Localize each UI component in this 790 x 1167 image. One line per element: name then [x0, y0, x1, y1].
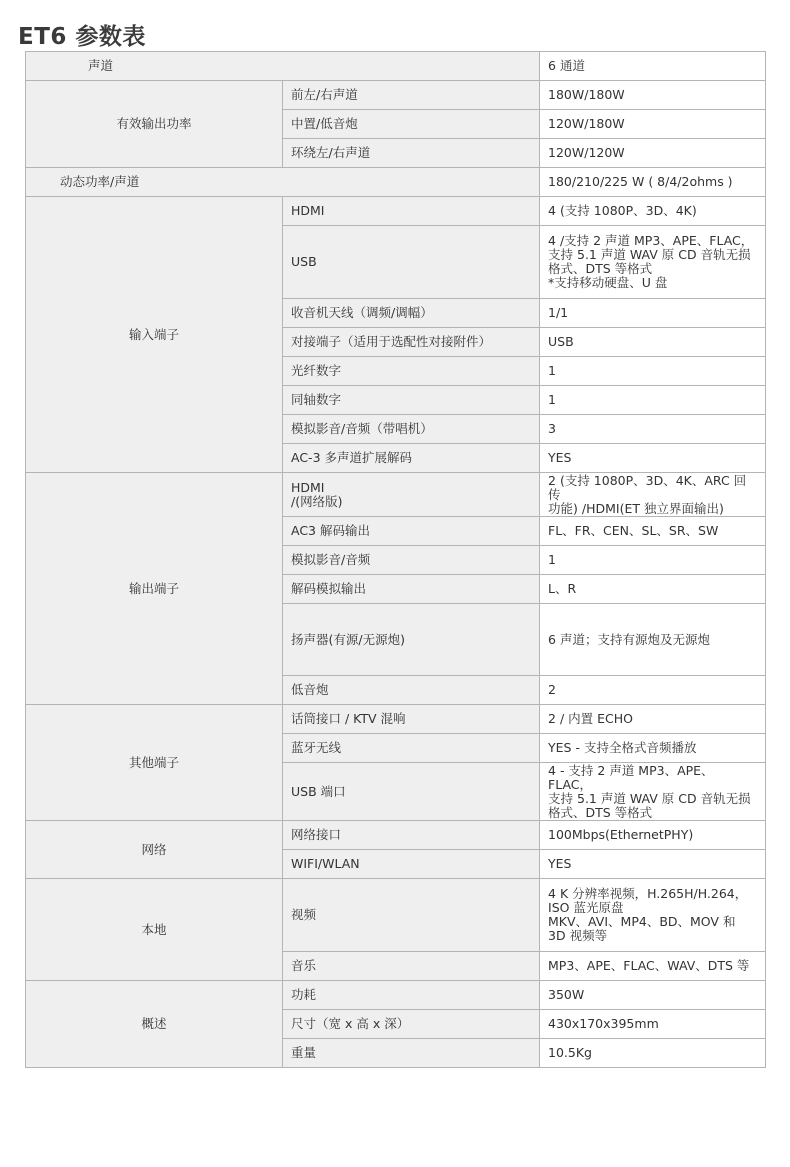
value-cell: [540, 473, 766, 517]
param-cell: HDMI: [283, 197, 540, 226]
param-cell: 解码模拟输出: [283, 575, 540, 604]
value-cell: 3: [540, 415, 766, 444]
value-cell: 2 / 内置 ECHO: [540, 705, 766, 734]
value-cell: 10.5Kg: [540, 1039, 766, 1068]
param-cell: 中置/低音炮: [283, 110, 540, 139]
value-line: 功能) /HDMI(ET 独立界面输出): [548, 500, 724, 516]
value-line: 2 (支持 1080P、3D、4K、ARC 回传: [548, 472, 747, 502]
param-cell: 环绕左/右声道: [283, 139, 540, 168]
param-cell: 光纤数字: [283, 357, 540, 386]
value-line: 支持 5.1 声道 WAV 原 CD 音轨无损: [548, 247, 751, 262]
value-cell: 350W: [540, 981, 766, 1010]
param-cell: 模拟影音/音频（带唱机）: [283, 415, 540, 444]
value-cell: 180/210/225 W ( 8/4/2ohms ): [540, 168, 766, 197]
value-cell: 120W/120W: [540, 139, 766, 168]
param-cell: 同轴数字: [283, 386, 540, 415]
category-cell: 输入端子: [26, 197, 283, 473]
value-cell: 120W/180W: [540, 110, 766, 139]
value-cell: YES - 支持全格式音频播放: [540, 734, 766, 763]
value-line: 格式、DTS 等格式: [548, 804, 653, 820]
category-cell: 输出端子: [26, 473, 283, 705]
value-cell: 6 通道: [540, 52, 766, 81]
param-cell: 音乐: [283, 952, 540, 981]
value-cell: 1: [540, 546, 766, 575]
value-line: 3D 视频等: [548, 928, 608, 943]
param-cell: 低音炮: [283, 676, 540, 705]
table-row: [26, 705, 766, 734]
table-row: [26, 197, 766, 226]
category-cell: 网络: [26, 821, 283, 879]
category-cell: 动态功率/声道: [26, 168, 540, 197]
param-cell: 重量: [283, 1039, 540, 1068]
value-cell: 100Mbps(EthernetPHY): [540, 821, 766, 850]
param-cell: 蓝牙无线: [283, 734, 540, 763]
param-cell: AC-3 多声道扩展解码: [283, 444, 540, 473]
value-cell: YES: [540, 444, 766, 473]
category-cell: 有效输出功率: [26, 81, 283, 168]
value-cell: 1: [540, 386, 766, 415]
value-line: 4 - 支持 2 声道 MP3、APE、FLAC，: [548, 762, 714, 792]
value-line: 格式、DTS 等格式: [548, 261, 653, 276]
param-cell: WIFI/WLAN: [283, 850, 540, 879]
value-cell: YES: [540, 850, 766, 879]
value-cell: MP3、APE、FLAC、WAV、DTS 等: [540, 952, 766, 981]
value-cell: L、R: [540, 575, 766, 604]
param-line: HDMI: [291, 479, 325, 495]
param-cell: USB: [283, 226, 540, 299]
param-cell: [283, 473, 540, 517]
table-row: [26, 821, 766, 850]
value-line: 支持 5.1 声道 WAV 原 CD 音轨无损: [548, 790, 751, 806]
param-cell: 前左/右声道: [283, 81, 540, 110]
param-line: /(网络版): [291, 493, 343, 509]
param-cell: USB 端口: [283, 763, 540, 821]
value-cell: [540, 763, 766, 821]
value-line: 4 /支持 2 声道 MP3、APE、FLAC，: [548, 233, 754, 248]
spec-table: [25, 51, 766, 1068]
category-cell: 声道: [26, 52, 540, 81]
table-row: [26, 168, 766, 197]
value-cell: 6 声道；支持有源炮及无源炮: [540, 604, 766, 676]
value-line: ISO 蓝光原盘: [548, 900, 624, 915]
table-row: [26, 52, 766, 81]
table-row: [26, 879, 766, 952]
page-title: ET6 参数表: [18, 24, 146, 50]
param-cell: 收音机天线（调频/调幅）: [283, 299, 540, 328]
param-cell: 扬声器(有源/无源炮): [283, 604, 540, 676]
table-row: [26, 473, 766, 517]
category-cell: 概述: [26, 981, 283, 1068]
value-cell: 1/1: [540, 299, 766, 328]
value-cell: 4 (支持 1080P、3D、4K): [540, 197, 766, 226]
param-cell: 对接端子（适用于选配性对接附件）: [283, 328, 540, 357]
param-cell: 网络接口: [283, 821, 540, 850]
value-cell: USB: [540, 328, 766, 357]
table-row: [26, 981, 766, 1010]
param-cell: 视频: [283, 879, 540, 952]
param-cell: 尺寸（宽 x 高 x 深）: [283, 1010, 540, 1039]
value-line: MKV、AVI、MP4、BD、MOV 和: [548, 914, 736, 929]
category-cell: 其他端子: [26, 705, 283, 821]
value-cell: [540, 226, 766, 299]
table-row: [26, 81, 766, 110]
param-cell: 模拟影音/音频: [283, 546, 540, 575]
value-cell: 1: [540, 357, 766, 386]
value-line: *支持移动硬盘、U 盘: [548, 275, 668, 290]
value-cell: 430x170x395mm: [540, 1010, 766, 1039]
value-line: 4 K 分辨率视频，H.265H/H.264，: [548, 886, 748, 901]
category-cell: 本地: [26, 879, 283, 981]
value-cell: 180W/180W: [540, 81, 766, 110]
param-cell: AC3 解码输出: [283, 517, 540, 546]
param-cell: 话筒接口 / KTV 混响: [283, 705, 540, 734]
value-cell: FL、FR、CEN、SL、SR、SW: [540, 517, 766, 546]
value-cell: [540, 879, 766, 952]
param-cell: 功耗: [283, 981, 540, 1010]
value-cell: 2: [540, 676, 766, 705]
